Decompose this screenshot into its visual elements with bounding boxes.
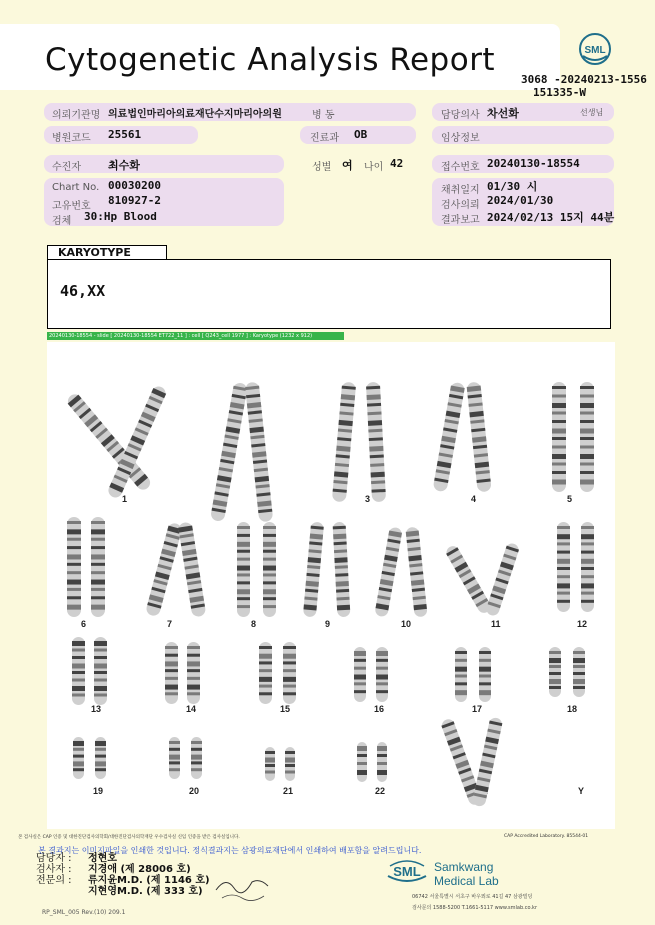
karyogram-image [47,342,615,829]
doctor-suffix: 선생님 [580,108,604,117]
chromosome-8-2 [263,522,276,617]
department-value: OB [354,128,368,141]
chromosome-9-1 [303,522,324,618]
chromosome-2-1 [210,382,248,522]
chromosome-6-2 [91,517,105,617]
lab-phone: 검사문의 1588-5200 T.1661-5117 www.smlab.co.kr [412,905,537,911]
department-label: 진료과 [310,133,339,144]
sex-label: 성별 [312,162,332,173]
age-value: 42 [390,157,404,170]
ward-label: 병 동 [312,110,335,121]
chromosome-18-2 [573,647,585,697]
chromosome-3-2 [366,382,386,503]
chromosome-label-19: 19 [93,786,104,796]
chromosome-label-17: 17 [472,704,483,714]
hospital-code-label: 병원코드 [52,133,91,144]
unique-value: 810927-2 [108,194,161,207]
form-code: RP_SML_005 Rev.(10) 209.1 [42,909,126,916]
unique-label: 고유번호 [52,201,91,212]
chromosome-label-8: 8 [251,619,257,629]
chromosome-label-9: 9 [325,619,331,629]
patient-value: 최수화 [108,159,140,172]
patient-label: 수진자 [52,162,81,173]
receipt-label: 접수번호 [441,162,480,173]
karyotype-result-box [47,259,611,329]
chromosome-label-6: 6 [81,619,87,629]
chromosome-17-1 [455,647,467,702]
chromosome-22-2 [377,742,387,782]
sml-logo-icon [578,32,612,66]
chromosome-20-1 [169,737,180,779]
svg-text:SML: SML [393,864,421,879]
chart-value: 00030200 [108,179,161,192]
chromosome-label-20: 20 [189,786,200,796]
chart-label: Chart No. [52,182,100,193]
hospital-code-value: 25561 [108,128,142,141]
chromosome-20-2 [191,737,202,779]
samkwang-logo-icon [386,858,428,884]
chromosome-label-15: 15 [280,704,291,714]
report-title: Cytogenetic Analysis Report [45,42,496,78]
clinical-info-label: 임상정보 [441,133,480,144]
chromosome-9-2 [333,522,351,618]
chromosome-3-1 [332,382,356,503]
chromosome-label-5: 5 [567,494,573,504]
chromosome-10-1 [374,527,402,618]
chromosome-label-Y: Y [578,786,585,796]
chromosome-8-1 [237,522,250,617]
collection-value: 01/30 시 [487,180,538,193]
chromosome-label-4: 4 [471,494,477,504]
staff-list: 담당자 : 정현호 검사자 : 지경애 (제 28006 호) 전문의 : 류지윤M.D. (제 1146 호) 지현영M.D. (제 333 호) [36,853,210,897]
chromosome-label-11: 11 [491,619,501,629]
chromosome-13-1 [72,637,85,705]
report-label: 결과보고 [441,215,480,226]
chromosome-label-18: 18 [567,704,578,714]
chromosome-label-16: 16 [374,704,385,714]
chromosome-16-1 [354,647,366,702]
request-value: 2024/01/30 [487,194,554,207]
chromosome-label-12: 12 [577,619,588,629]
chromosome-12-2 [581,522,594,612]
document-number: 3068 -20240213-1556 151335-W [521,73,647,99]
chromosome-11-2 [485,542,521,617]
age-label: 나이 [364,162,384,173]
chromosome-7-2 [178,521,207,617]
chromosome-4-1 [433,382,466,493]
chromosome-4-2 [466,382,491,493]
chromosome-label-22: 22 [375,786,386,796]
chromosome-19-1 [73,737,84,779]
accreditation-note: 본 검사실은 CAP 인증 및 대한진단검사의학회/대한진단검사의학재단 우수검사실 신임 인증을 받은 검사실입니다. [18,835,240,840]
chromosome-16-2 [376,647,388,702]
signature-image [212,868,272,902]
chromosome-label-3: 3 [365,494,371,504]
chromosome-19-2 [95,737,106,779]
chromosome-10-2 [405,527,427,618]
request-label: 검사의뢰 [441,200,480,211]
chromosome-11-1 [444,544,493,615]
chromosome-2-2 [245,382,274,523]
chromosome-5-1 [552,382,566,492]
specimen-value: 30:Hp Blood [84,210,157,223]
notice-text: 본 결과지는 이미지파일을 인쇄한 것입니다. 정식결과지는 삼광의료재단에서 인쇄하여 배포함을 알려드립니다. [38,846,422,855]
karyotype-value: 46,XX [60,282,106,300]
image-caption-bar: 20240130-18554 - slide [ 20240130-18554 ET722_11 ] : cell [ Q243_cell 1977 ] : Karyotype (1232 x 912) [47,332,344,340]
doctor-label: 담당의사 [441,110,480,121]
chromosome-14-1 [165,642,178,704]
chromosome-5-2 [580,382,594,492]
karyogram-svg [47,342,615,829]
chromosome-7-1 [145,522,183,617]
chromosome-17-2 [479,647,491,702]
chromosome-21-1 [265,747,275,781]
logo-text: SML [584,45,606,56]
chromosome-label-10: 10 [401,619,412,629]
receipt-value: 20240130-18554 [487,157,580,170]
collection-label: 채취일지 [441,185,480,196]
sex-value: 여 [342,159,353,172]
report-value: 2024/02/13 15지 44분 [487,211,615,224]
chromosome-15-1 [259,642,272,704]
chromosome-label-13: 13 [91,704,102,714]
institution-label: 의뢰기관명 [52,110,101,121]
chromosome-13-2 [94,637,107,705]
chromosome-14-2 [187,642,200,704]
chromosome-label-21: 21 [283,786,294,796]
chromosome-label-14: 14 [186,704,197,714]
chromosome-label-7: 7 [167,619,173,629]
chromosome-15-2 [283,642,296,704]
chromosome-22-1 [357,742,367,782]
doctor-value: 차선화 [487,107,519,120]
cap-number: CAP Accredited Laboratory. 85544-01 [504,834,589,839]
chromosome-label-1: 1 [122,494,128,504]
lab-name: Samkwang Medical Lab [434,860,499,888]
chromosome-18-1 [549,647,561,697]
chromosome-12-1 [557,522,570,612]
lab-address: 06742 서울특별시 서초구 바우뫼로 41길 47 삼광빌딩 [412,894,533,900]
chromosome-21-2 [285,747,295,781]
institution-value: 의료법인마리아의료재단수지마리아의원 [108,109,282,120]
specimen-label: 검체 [52,216,72,227]
karyotype-tab: KARYOTYPE [47,245,167,259]
chromosome-6-1 [67,517,81,617]
